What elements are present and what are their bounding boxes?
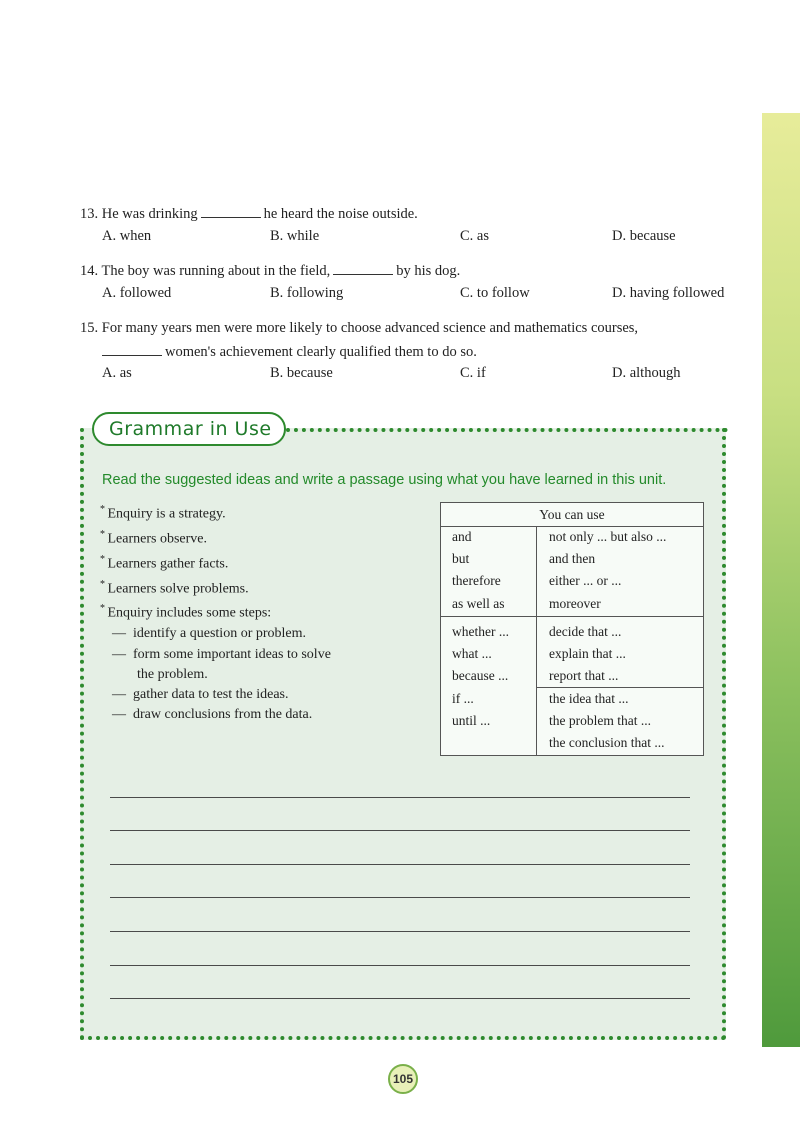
- idea-item: * Learners gather facts.: [100, 550, 331, 575]
- table-column: and but therefore as well as: [452, 529, 505, 611]
- writing-line[interactable]: [110, 864, 690, 865]
- writing-line[interactable]: [110, 965, 690, 966]
- step-item: — identify a question or problem.: [112, 626, 307, 642]
- table-header: You can use: [441, 503, 703, 527]
- side-color-tab: [762, 113, 800, 1047]
- table-column: whether ... what ... because ... if ... until ...: [452, 624, 509, 728]
- option-c[interactable]: C. if: [460, 365, 486, 381]
- writing-line[interactable]: [110, 931, 690, 932]
- step-item: — form some important ideas to solve: [112, 646, 331, 662]
- page-number: 105: [388, 1064, 418, 1094]
- step-item-continued: the problem.: [137, 666, 208, 682]
- answer-blank[interactable]: [333, 262, 393, 275]
- table-divider: [441, 616, 703, 617]
- question-stem: 13. He was drinking he heard the noise outside.: [80, 206, 418, 222]
- idea-item: * Enquiry is a strategy.: [100, 500, 331, 525]
- option-b[interactable]: B. because: [270, 365, 333, 381]
- option-d[interactable]: D. having followed: [612, 285, 725, 301]
- writing-line[interactable]: [110, 998, 690, 999]
- idea-list: [100, 500, 331, 725]
- option-d[interactable]: D. because: [612, 228, 676, 244]
- question-stem-line-2: women's achievement clearly qualified them to do so.: [102, 343, 477, 361]
- option-d[interactable]: D. although: [612, 365, 681, 381]
- table-column: decide that ... explain that ... report that ... the idea that ... the problem that ... the conclusion that ...: [549, 624, 665, 751]
- option-a[interactable]: A. when: [102, 228, 152, 244]
- idea-item: * Learners solve problems.: [100, 575, 331, 600]
- writing-line[interactable]: [110, 797, 690, 798]
- you-can-use-table: [440, 502, 704, 756]
- writing-line[interactable]: [110, 830, 690, 831]
- writing-line[interactable]: [110, 897, 690, 898]
- table-divider: [536, 526, 537, 755]
- question-stem: 15. For many years men were more likely to choose advanced science and mathematics courses,: [80, 320, 639, 336]
- table-column: not only ... but also ... and then either ... or ... moreover: [549, 529, 667, 611]
- option-b[interactable]: B. following: [270, 285, 344, 301]
- step-item: — draw conclusions from the data.: [112, 707, 313, 723]
- idea-item: * Enquiry includes some steps:: [100, 599, 331, 624]
- instruction-text: Read the suggested ideas and write a passage using what you have learned in this unit.: [102, 472, 667, 488]
- answer-blank[interactable]: [102, 343, 162, 356]
- option-a[interactable]: A. followed: [102, 285, 172, 301]
- step-item: — gather data to test the ideas.: [112, 686, 289, 702]
- idea-item: * Learners observe.: [100, 525, 331, 550]
- answer-blank[interactable]: [201, 205, 261, 218]
- question-stem: 14. The boy was running about in the field, by his dog.: [80, 263, 461, 279]
- option-c[interactable]: C. to follow: [460, 285, 530, 301]
- option-b[interactable]: B. while: [270, 228, 320, 244]
- section-title: Grammar in Use: [92, 412, 286, 446]
- grammar-box-top-border: [286, 428, 728, 432]
- option-a[interactable]: A. as: [102, 365, 132, 381]
- option-c[interactable]: C. as: [460, 228, 489, 244]
